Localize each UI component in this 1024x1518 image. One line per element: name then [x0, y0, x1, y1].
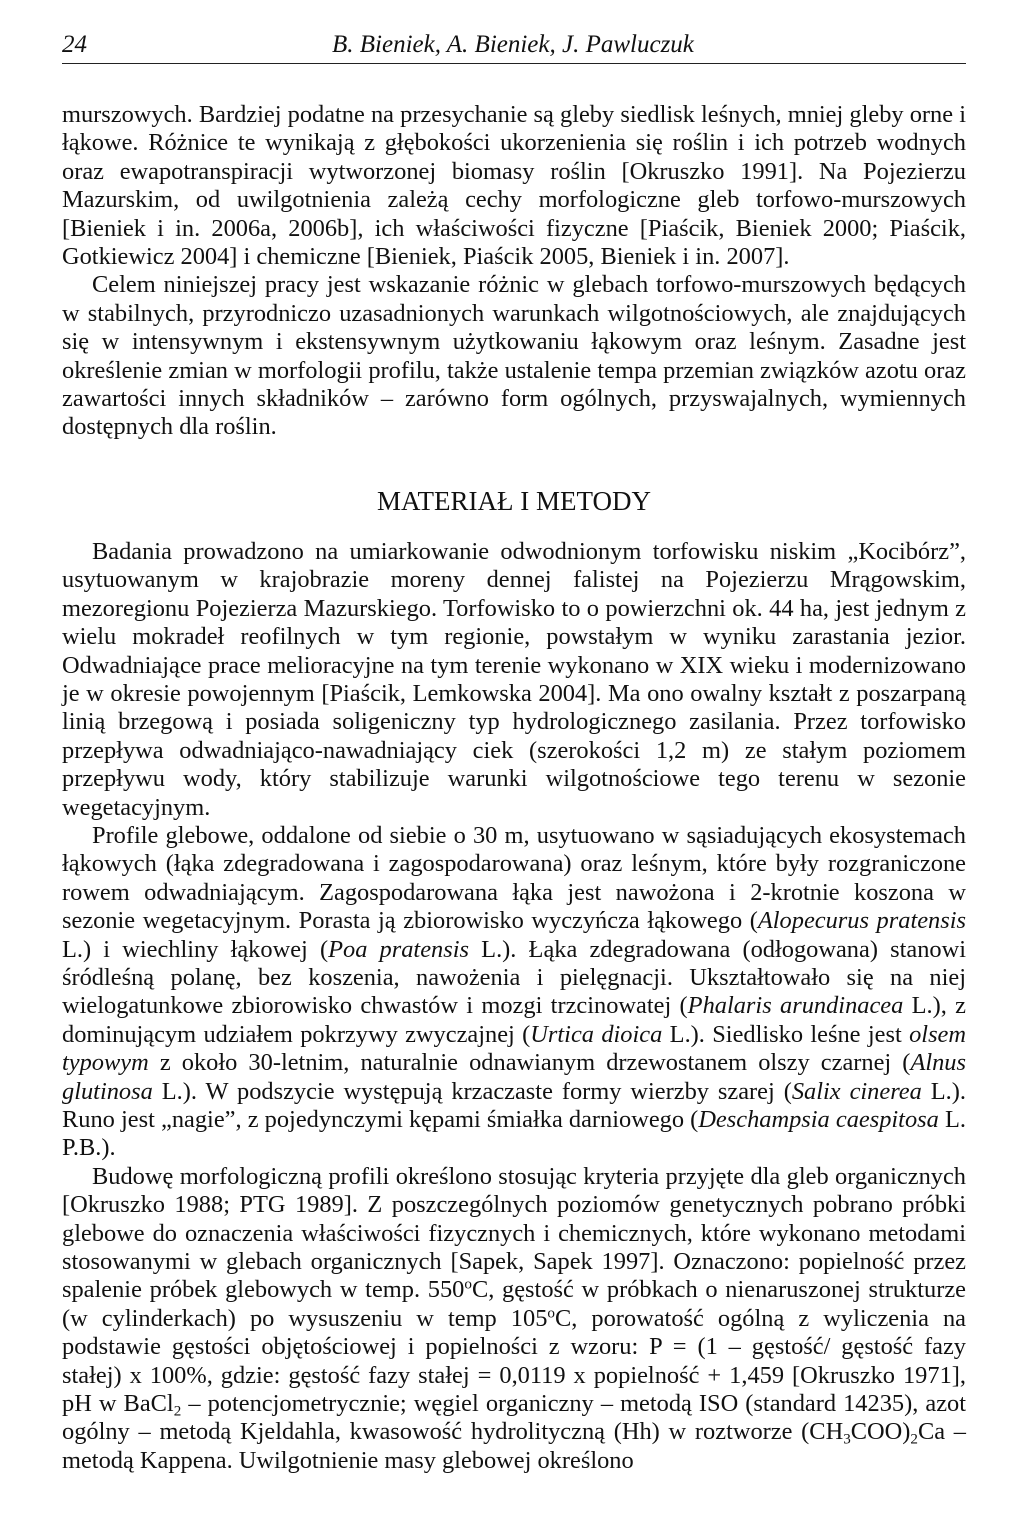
- degree-superscript: o: [464, 1277, 472, 1294]
- text-run: L.) i wiechliny łąkowej (: [62, 935, 329, 963]
- text-run: COO): [850, 1418, 911, 1446]
- paragraph: [62, 822, 966, 1163]
- text-run: C, gęstość w próbkach o nienaruszonej strukturze (w cylinderkach) po wysuszeniu w temp 105: [62, 1276, 967, 1332]
- species-name: Alnus glutinosa: [62, 1049, 966, 1105]
- text-run: Ca – metodą Kappena. Uwilgotnienie masy glebowej określono: [62, 1418, 966, 1474]
- page-number: 24: [62, 31, 87, 58]
- text-run: L.). W podszycie występują krzaczaste formy wierzby szarej (: [152, 1077, 792, 1105]
- text-run: L.). Runo jest „nagie”, z pojedynczymi kępami śmiałka darniowego (: [62, 1077, 966, 1133]
- species-name: Alopecurus pratensis: [757, 907, 966, 935]
- subscript: 3: [843, 1432, 851, 1448]
- species-name: Phalaris arundinacea: [687, 992, 904, 1020]
- species-name: Poa pratensis: [328, 935, 469, 963]
- paragraph: murszowych. Bardziej podatne na przesychanie są gleby siedlisk leśnych, mniej gleby orne i łąkowe. Różnice te wynikają z głębokości ukorzenienia się roślin i ich potrzeb wodnych oraz ewapotranspiracji wytworzonej biomasy roślin [Okruszko 1991]. Na Pojezierzu Mazurskim, od uwilgotnienia zależą cechy morfologiczne gleb torfowo-murszowych [Bieniek i in. 2006a, 2006b], ich właściwości fizyczne [Piaścik, Bieniek 2000; Piaścik, Gotkiewicz 2004] i chemiczne [Bieniek, Piaścik 2005, Bieniek i in. 2007].: [62, 101, 966, 271]
- paragraph: [62, 1163, 966, 1475]
- running-header: [62, 30, 966, 64]
- subscript: 2: [910, 1432, 918, 1448]
- subscript: 2: [173, 1403, 182, 1420]
- text-run: Profile glebowe, oddalone od siebie o 30 m, usytuowano w sąsiadujących ekosystemach łąkowych (łąka zdegradowana i zagospodarowana) oraz leśnym, które były rozgraniczone rowem odwadniającym. Zagospodarowana łąka jest nawożona i 2-krotnie koszona w sezonie wegetacyjnym. Porasta ją zbiorowisko wyczyńcza łąkowego (: [62, 821, 966, 935]
- text-run: L.). Łąka zdegradowana (odłogowana) stanowi śródleśną polanę, bez koszenia, nawożenia i pielęgnacji. Ukształtowało się na niej wielogatunkowe zbiorowisko chwastów i mozgi trzcinowatej (: [62, 935, 966, 1020]
- paragraph: Badania prowadzono na umiarkowanie odwodnionym torfowisku niskim „Kocibórz”, usytuowanym w krajobrazie moreny dennej falistej na Pojezierzu Mrągowskim, mezoregionu Pojezierza Mazurskiego. Torfowisko to o powierzchni ok. 44 ha, jest jednym z wielu mokradeł reofilnych w tym regionie, powstałym w wyniku zarastania jezior. Odwadniające prace melioracyjne na tym terenie wykonano w XIX wieku i modernizowano je w okresie powojennym [Piaścik, Lemkowska 2004]. Ma ono owalny kształt z poszarpaną linią brzegową i posiada soligeniczny typ hydrologicznego zasilania. Przez torfowisko przepływa odwadniająco-nawadniający ciek (szerokości 1,2 m) ze stałym poziomem przepływu wody, który stabilizuje warunki wilgotnościowe tego terenu w sezonie wegetacyjnym.: [62, 537, 966, 821]
- paragraph: Celem niniejszej pracy jest wskazanie różnic w glebach torfowo-murszowych będących w stabilnych, przyrodniczo uzasadnionych warunkach wilgotnościowych, ale znajdujących się w intensywnym i ekstensywnym użytkowaniu łąkowym oraz leśnym. Zasadne jest określenie zmian w morfologii profilu, także ustalenie tempa przemian związków azotu oraz zawartości innych składników – zarówno form ogólnych, przyswajalnych, wymiennych dostępnych dla roślin.: [62, 271, 966, 441]
- text-run: C, porowatość ogólną z wyliczenia na podstawie gęstości objętościowej i popielności z wzoru: P = (1 – gęstość/ gęstość fazy stałej) x 100%, gdzie: gęstość fazy stałej = 0,0119 x popielność + 1,459 [Okruszko 1971], pH w BaCl: [62, 1304, 966, 1418]
- text-run: Budowę morfologiczną profili określono stosując kryteria przyjęte dla gleb organicznych [Okruszko 1988; PTG 1989]. Z poszczególnych poziomów genetycznych pobrano próbki glebowe do oznaczenia właściwości fizycznych i chemicznych, które wykonano metodami stosowanymi w glebach organicznych [Sapek, Sapek 1997]. Oznaczono: popielność przez spalenie próbek glebowych w temp. 550: [62, 1162, 966, 1304]
- species-name: Urtica dioica: [530, 1020, 663, 1048]
- species-name: Deschampsia caespitosa: [698, 1106, 939, 1133]
- text-run: L.). Siedlisko leśne jest: [662, 1020, 910, 1048]
- running-header-authors: B. Bieniek, A. Bieniek, J. Pawluczuk: [332, 31, 694, 58]
- text-run: – potencjometrycznie; węgiel organiczny – metodą ISO (standard 14235), azot ogólny – metodą Kjeldahla, kwasowość hydrolityczną (Hh) w roztworze (CH: [62, 1390, 966, 1446]
- degree-superscript: o: [547, 1305, 555, 1322]
- text-run: z około 30-letnim, naturalnie odnawianym drzewostanem olszy czarnej (: [148, 1049, 911, 1077]
- text-run: L.), z dominującym udziałem pokrzywy zwyczajnej (: [62, 992, 966, 1048]
- document-page: [62, 30, 966, 1475]
- text-run: L. P.B.).: [62, 1106, 966, 1162]
- habitat-name: olsem typowym: [62, 1020, 966, 1077]
- species-name: Salix cinerea: [791, 1077, 922, 1105]
- section-title: MATERIAŁ I METODY: [377, 485, 651, 516]
- body-text: [62, 101, 966, 1475]
